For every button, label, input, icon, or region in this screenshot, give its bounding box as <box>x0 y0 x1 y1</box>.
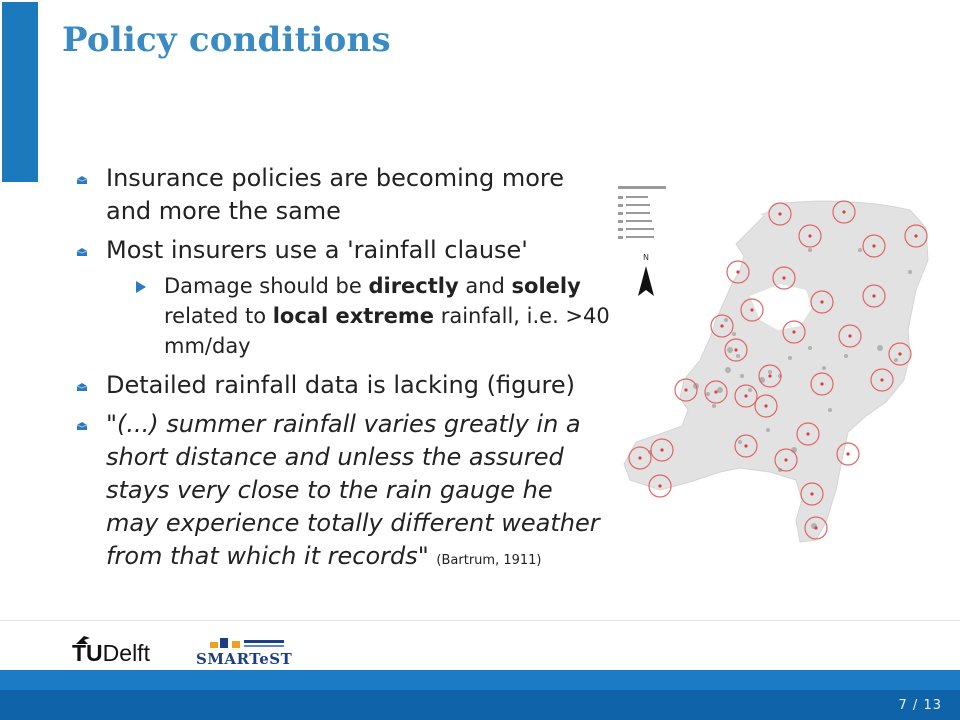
page-number: 7 / 13 <box>898 698 942 713</box>
footer-strip <box>0 690 960 720</box>
sub-bold-text: solely <box>511 274 581 298</box>
footer-bar <box>0 670 960 720</box>
accent-bar <box>2 2 38 182</box>
bullet-icon <box>76 382 88 392</box>
bullet-item <box>72 369 612 402</box>
sub-text: related to <box>164 304 273 328</box>
north-label: N <box>643 253 649 262</box>
sub-bullet-item <box>72 271 612 361</box>
bullet-text: Insurance policies are becoming more and more the same <box>106 164 565 225</box>
slide-title: Policy conditions <box>62 20 391 60</box>
quote-text: "(...) summer rainfall varies greatly in a short distance and unless the assured stays very close to the rain gauge he may experience totally different weather from that which it records" <box>106 410 600 570</box>
north-arrow-icon <box>638 266 654 296</box>
sub-text: Damage should be <box>164 274 369 298</box>
triangle-bullet-icon <box>136 281 146 293</box>
bullet-text: Detailed rainfall data is lacking (figure) <box>106 371 575 399</box>
tudelft-delft: Delft <box>102 640 150 666</box>
bullet-icon <box>76 421 88 431</box>
sub-text: rainfall, i.e. >40 mm/day <box>164 304 610 358</box>
bullet-icon <box>76 247 88 257</box>
bullet-icon <box>76 175 88 185</box>
smartest-emblem-icon <box>196 632 296 650</box>
smartest-logo <box>192 632 302 670</box>
sub-text: and <box>458 274 512 298</box>
tudelft-tu: TU <box>72 640 103 666</box>
map-legend <box>618 186 666 239</box>
bullet-item <box>72 162 612 228</box>
bullet-text: Most insurers use a 'rainfall clause' <box>106 236 528 264</box>
footer-divider <box>0 620 960 621</box>
quote-citation: (Bartrum, 1911) <box>436 553 542 568</box>
tudelft-logo <box>72 634 172 668</box>
sub-bold-text: local extreme <box>272 304 435 328</box>
bullet-item <box>72 234 612 267</box>
slide-content <box>72 162 612 583</box>
tudelft-wordmark <box>72 640 150 667</box>
netherlands-map <box>610 180 940 560</box>
sub-bold-text: directly <box>368 274 459 298</box>
quote-bullet-item <box>72 408 612 577</box>
rainfall-map <box>610 180 940 560</box>
smartest-wordmark: SMARTeST <box>196 650 293 668</box>
